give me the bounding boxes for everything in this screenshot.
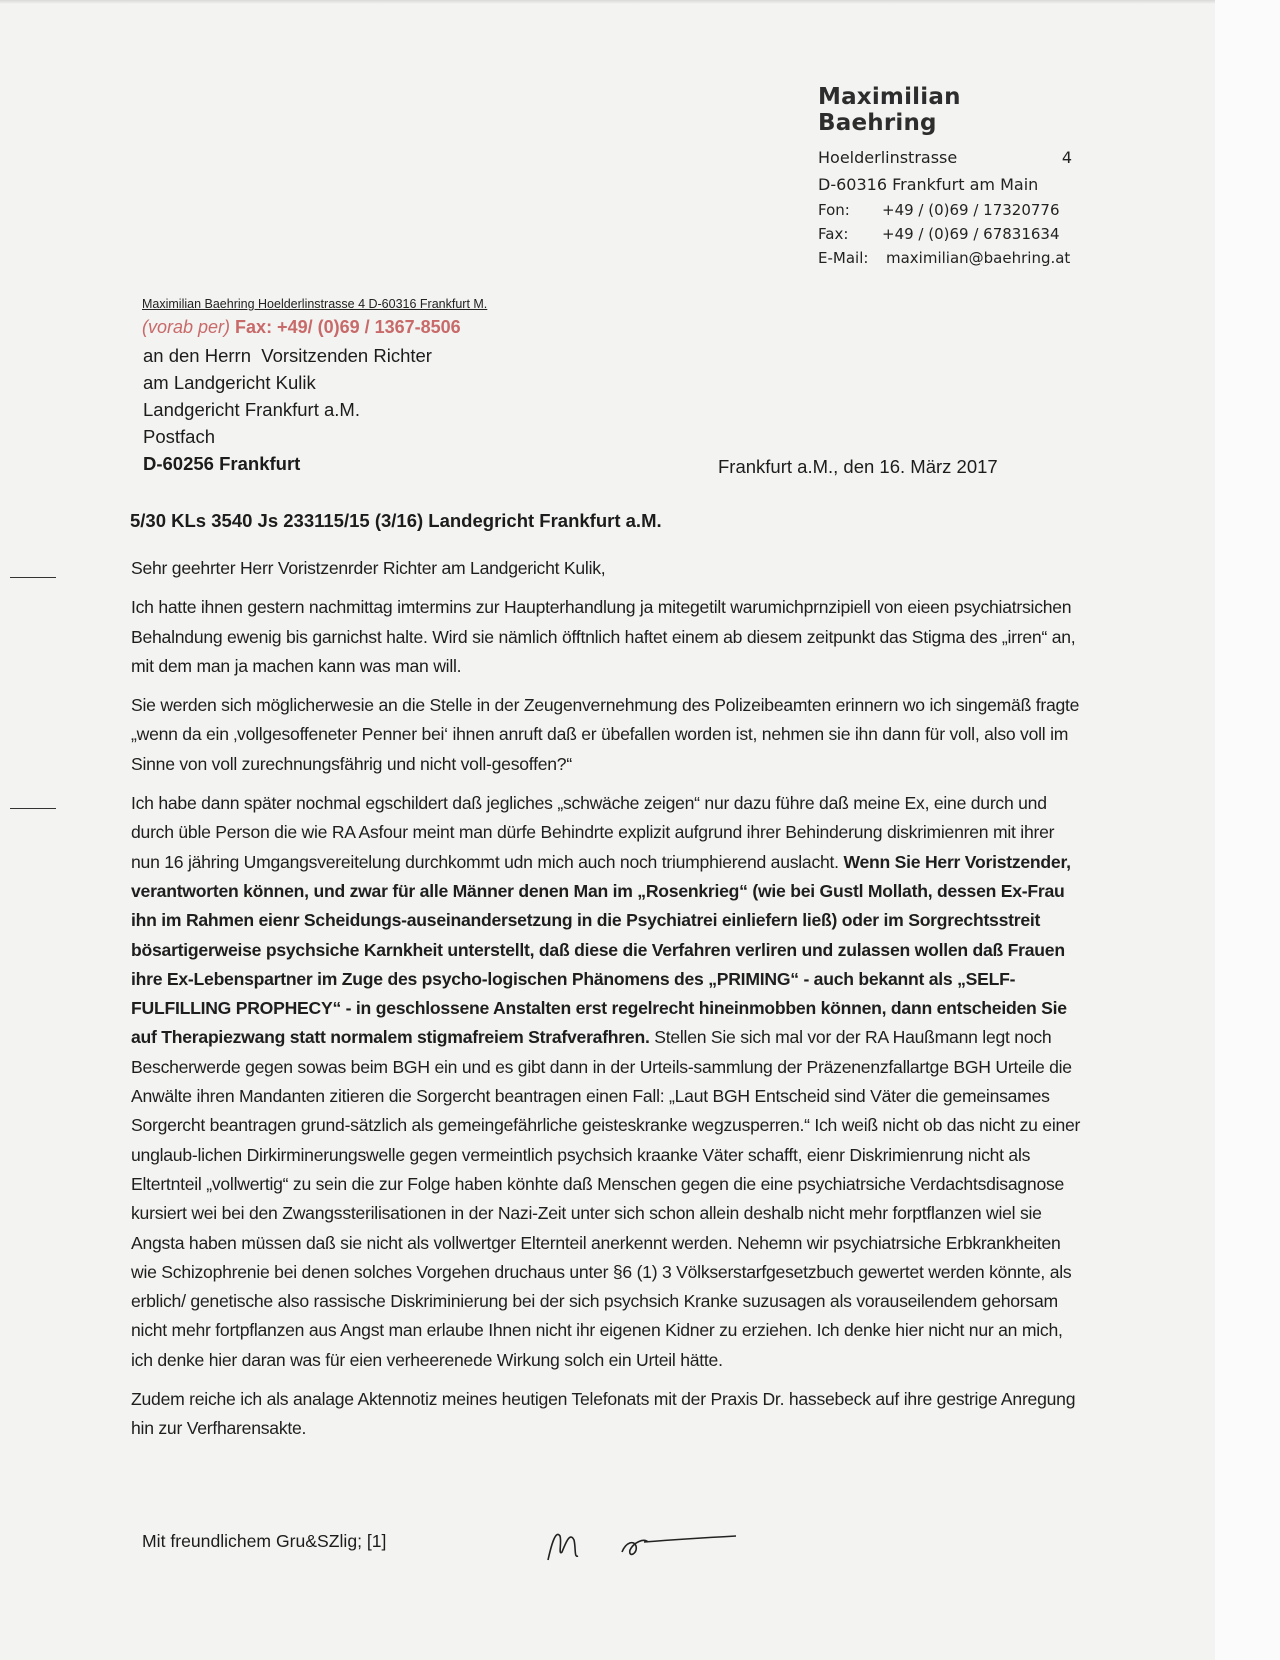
paragraph: Sie werden sich möglicherwesie an die Stelle in der Zeugenvernehmung des Polizeibeamten erinnern wo ich singemäß fragte „wenn da ein ‚vollgesoffeneter Penner bei‘ ihnen anruft daß er übefallen worden ist, nehmen sie ihn dann für voll, also voll im Sinne von voll zurechnungsfährig und nicht voll-gesoffen?“ — [131, 695, 1080, 774]
recipient-line: an den Herrn Vorsitzenden Richter — [143, 345, 432, 366]
phone-label: Fon: — [818, 201, 850, 219]
salutation: Sehr geehrter Herr Voristzenrder Richter am Landgericht Kulik, — [131, 558, 606, 578]
letter-body — [131, 554, 1081, 1454]
paragraph — [131, 789, 1081, 1375]
recipient-city: D-60256 Frankfurt — [143, 453, 301, 474]
email-address: maximilian@baehring.at — [886, 249, 1071, 267]
signature-icon — [540, 1512, 740, 1572]
fold-mark — [10, 808, 56, 809]
scan-edge — [0, 0, 1215, 4]
sender-phone-row — [818, 198, 1078, 222]
recipient-line: Postfach — [143, 426, 215, 447]
letterhead — [818, 84, 1078, 270]
sender-fax-row — [818, 222, 1078, 246]
sender-street: Hoelderlinstrasse — [818, 148, 958, 167]
phone-number: +49 / (0)69 / 17320776 — [882, 201, 1060, 219]
fax-advance-note — [142, 317, 461, 338]
fold-mark — [10, 577, 56, 578]
paragraph: Zudem reiche ich als analage Aktennotiz meines heutigen Telefonats mit der Praxis Dr. hassebeck auf ihre gestrige Anregung hin zur Verfharensakte. — [131, 1389, 1076, 1439]
paragraph-text: Ich habe dann später nochmal egschildert daß jegliches „schwäche zeigen“ nur dazu führe daß meine Ex, eine durch und durch üble Person die wie RA Asfour meint man dürfe Behindrte explizit aufgrund ihrer Behinderung diskrimienren mit ihrer nun 16 jähring Umgangsvereitelung durchkommt udn mich auch noch triumphierend auslacht. — [131, 793, 1055, 872]
return-address-line: Maximilian Baehring Hoelderlinstrasse 4 D-60316 Frankfurt M. — [142, 297, 488, 311]
fax-number: +49 / (0)69 / 67831634 — [882, 225, 1060, 243]
fax-note-number: Fax: +49/ (0)69 / 1367-8506 — [235, 317, 461, 337]
case-reference: 5/30 KLs 3540 Js 233115/15 (3/16) Landegricht Frankfurt a.M. — [130, 510, 662, 531]
email-label: E-Mail: — [818, 249, 869, 267]
recipient-address — [143, 342, 432, 477]
paragraph: Ich hatte ihnen gestern nachmittag imtermins zur Haupterhandlung ja mitegetilt warumichprnzipiell von eieen psychiatrsichen Behalndung ewenig bis garnichst halte. Wird sie nämlich öfftnlich haftet einem ab diesem zeitpunkt das Stigma des „irren“ an, mit dem man ja machen kann was man will. — [131, 597, 1076, 676]
paragraph-text: Stellen Sie sich mal vor der RA Haußmann legt noch Bescherwerde gegen sowas beim BGH ein und es gibt dann in der Urteils-sammlung der Präzenenzfallartge BGH Urteile die Anwälte ihren Mandanten zitieren die Sorgercht beantragen einen Fall: „Laut BGH Entscheid sind Väter die gemeinsames Sorgercht beantragen grund-sätzlich als gemeingefährliche geisteskranke wegzusperren.“ Ich weiß nicht ob das nicht zu einer unglaub-lichen Dirkirminerungswelle gegen vermeintlich psychsich kraanke Väter schafft, eienr Diskrimienrung nicht als Eltertnteil „vollwertig“ zu sein die zur Folge haben könhte daß Menschen gegen die eine psychiatrsiche Verdachtsdisagnose kursiert wei bei den Zwangssterilisationen in der Nazi-Zeit unter sich schon allein deshalb nicht mehr forptflanzen wiel sie Angsta haben müssen daß sie nicht als vollwertger Elternteil anerkennt werden. Nehemn wir psychiatrsiche Erbkrankheiten wie Schizophrenie bei denen solches Vorgehen druchaus unter §6 (1) 3 Völkserstarfgesetzbuch gewertet werden könnte, als erblich/ genetische also rassische Diskriminierung bei der sich psychsich Kranke suzusagen als vorauseilendem gehorsam nicht mehr fortpflanzen aus Angst man erlaube Ihnen nicht ihr eigenen Kidner zu erziehen. Ich denke hier nicht nur an mich, ich denke hier daran was für eien verheerenede Wirkung solch ein Urteil hätte. — [131, 1027, 1081, 1370]
sender-city: D-60316 Frankfurt am Main — [818, 175, 1039, 194]
date-line: Frankfurt a.M., den 16. März 2017 — [718, 456, 998, 477]
sender-name: Maximilian Baehring — [818, 84, 961, 136]
recipient-line: Landgericht Frankfurt a.M. — [143, 399, 360, 420]
sender-email-row — [818, 246, 1078, 270]
paragraph-bold-text: Wenn Sie Herr Voristzender, verantworten können, und zwar für alle Männer denen Man im „Rosenkrieg“ (wie bei Gustl Mollath, dessen Ex-Frau ihn im Rahmen eienr Scheidungs-auseinandersetzung in die Psychiatrei einliefern ließ) oder im Sorgrechtsstreit bösartigerweise psychsiche Karnkheit unterstellt, daß diese die Verfahren verliren und zulassen wollen daß Frauen ihre Ex-Lebenspartner im Zuge des psycho-logischen Phänomens des „PRIMING“ - auch bekannt als „SELF-FULFILLING PROPHECY“ - in geschlossene Anstalten erst regelrecht hineinmobben können, dann entscheiden Sie auf Therapiezwang statt normalem stigmafreiem Strafverafhren. — [131, 851, 1071, 1048]
fax-note-prefix: (vorab per) — [142, 317, 231, 337]
fax-label: Fax: — [818, 225, 849, 243]
closing: Mit freundlichem Gru&SZlig; [1] — [142, 1531, 387, 1551]
sender-house-number: 4 — [1061, 148, 1072, 167]
recipient-line: am Landgericht Kulik — [143, 372, 316, 393]
scan-margin — [1215, 0, 1280, 1660]
sender-street-row — [818, 144, 1072, 171]
